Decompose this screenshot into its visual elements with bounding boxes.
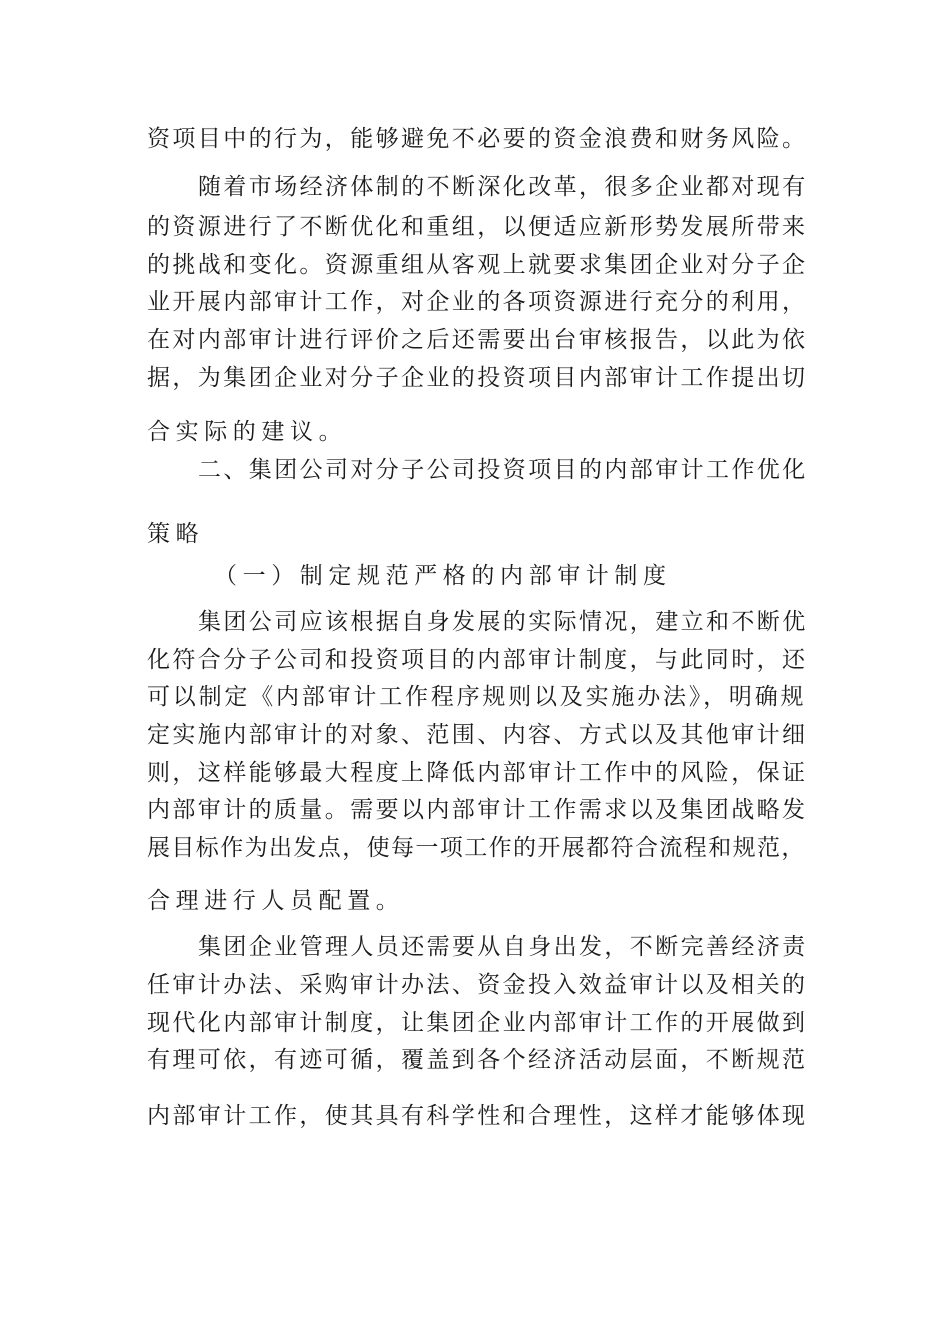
section-heading-continued: 策略 — [147, 521, 205, 547]
text-line: 合理进行人员配置。 — [147, 888, 405, 914]
text-line: 则，这样能够最大程度上降低内部审计工作中的风险，保证 — [147, 760, 808, 786]
text-line: 的资源进行了不断优化和重组，以便适应新形势发展所带来 — [147, 214, 808, 240]
text-line: 内部审计的质量。需要以内部审计工作需求以及集团战略发 — [147, 797, 808, 823]
text-line: 据，为集团企业对分子企业的投资项目内部审计工作提出切 — [147, 365, 808, 391]
text-line: 可以制定《内部审计工作程序规则以及实施办法》，明确规 — [147, 684, 807, 710]
text-line: 合实际的建议。 — [147, 419, 348, 445]
text-line: 随着市场经济体制的不断深化改革，很多企业都对现有 — [198, 174, 808, 200]
section-heading: 二、集团公司对分子公司投资项目的内部审计工作优化 — [198, 457, 808, 483]
subsection-heading: （一）制定规范严格的内部审计制度 — [214, 563, 672, 589]
text-line: 内部审计工作，使其具有科学性和合理性，这样才能够体现 — [147, 1103, 808, 1129]
text-line: 资项目中的行为，能够避免不必要的资金浪费和财务风险。 — [147, 126, 808, 152]
text-line: 展目标作为出发点，使每一项工作的开展都符合流程和规范， — [147, 835, 806, 861]
text-line: 有理可依，有迹可循，覆盖到各个经济活动层面，不断规范 — [147, 1047, 808, 1073]
text-line: 现代化内部审计制度，让集团企业内部审计工作的开展做到 — [147, 1010, 808, 1036]
text-line: 业开展内部审计工作，对企业的各项资源进行充分的利用， — [147, 289, 808, 315]
text-line: 任审计办法、采购审计办法、资金投入效益审计以及相关的 — [147, 972, 808, 998]
text-line: 定实施内部审计的对象、范围、内容、方式以及其他审计细 — [147, 722, 808, 748]
text-line: 的挑战和变化。资源重组从客观上就要求集团企业对分子企 — [147, 252, 808, 278]
text-line: 集团公司应该根据自身发展的实际情况，建立和不断优 — [198, 609, 808, 635]
text-line: 化符合分子公司和投资项目的内部审计制度，与此同时，还 — [147, 647, 808, 673]
text-line: 集团企业管理人员还需要从自身出发，不断完善经济责 — [198, 934, 808, 960]
text-line: 在对内部审计进行评价之后还需要出台审核报告，以此为依 — [147, 327, 808, 353]
